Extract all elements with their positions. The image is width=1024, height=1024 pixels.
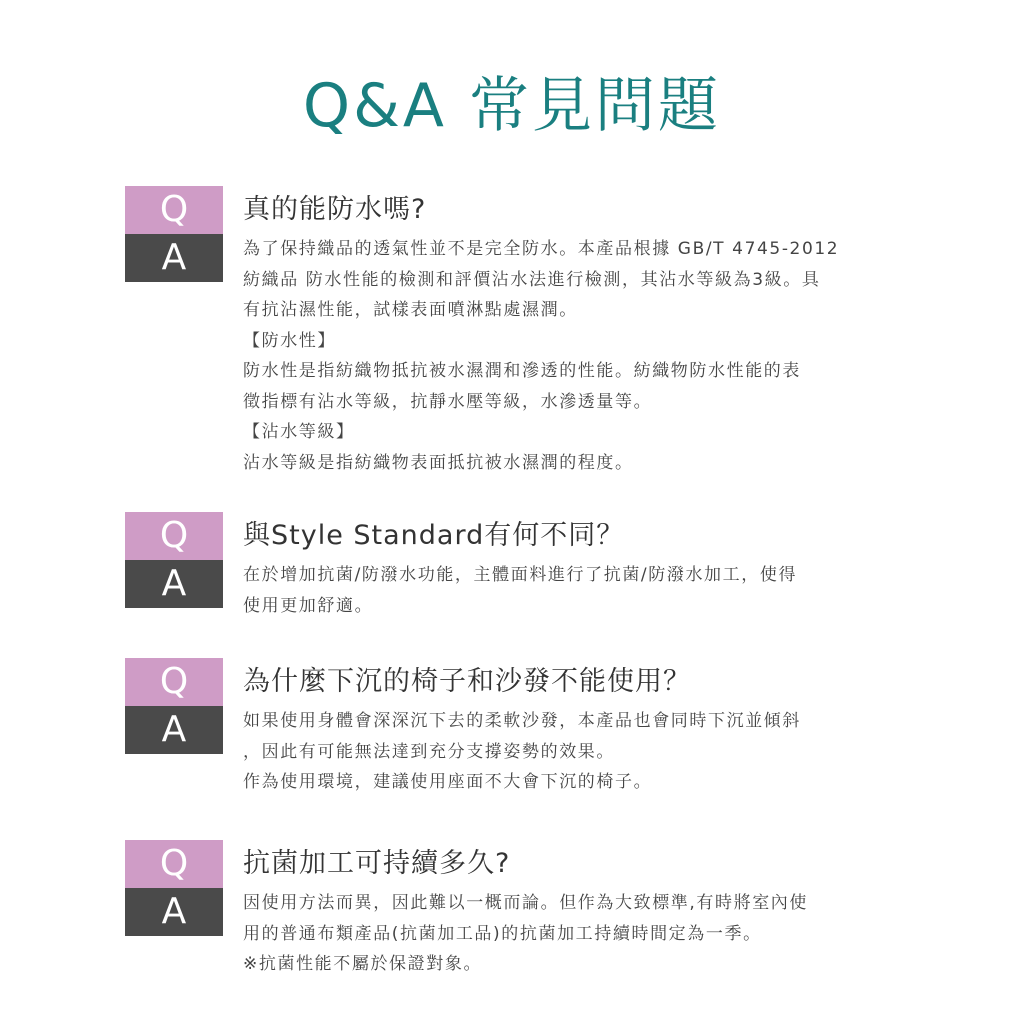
answer-text bbox=[243, 234, 923, 478]
question-text: 抗菌加工可持續多久? bbox=[243, 848, 511, 879]
answer-badge: A bbox=[125, 888, 223, 936]
answer-line: ，因此有可能無法達到充分支撐姿勢的效果。 bbox=[243, 741, 615, 762]
answer-badge: A bbox=[125, 560, 223, 608]
question-text: 與Style Standard有何不同？ bbox=[243, 520, 625, 551]
answer-line: 在於增加抗菌/防潑水功能，主體面料進行了抗菌/防潑水加工，使得 bbox=[243, 565, 798, 585]
question-text: 為什麼下沉的椅子和沙發不能使用？ bbox=[243, 666, 691, 697]
question-badge: Q bbox=[125, 512, 223, 560]
question-text: 真的能防水嗎? bbox=[243, 194, 427, 225]
answer-line: ※抗菌性能不屬於保證對象。 bbox=[243, 954, 483, 974]
answer-line: 紡織品 防水性能的檢測和評價沾水法進行檢測，其沾水等級為3級。具 bbox=[243, 269, 821, 290]
answer-badge: A bbox=[125, 706, 223, 754]
answer-line: 徵指標有沾水等級，抗靜水壓等級，水滲透量等。 bbox=[243, 391, 653, 412]
answer-line: 為了保持織品的透氣性並不是完全防水。本產品根據 GB/T 4745-2012 bbox=[243, 239, 840, 259]
answer-line: 如果使用身體會深深沉下去的柔軟沙發，本產品也會同時下沉並傾斜 bbox=[243, 711, 801, 731]
question-badge: Q bbox=[125, 186, 223, 234]
answer-text bbox=[243, 888, 923, 980]
answer-line: 因使用方法而異，因此難以一概而論。但作為大致標準,有時將室內使 bbox=[243, 893, 809, 913]
question-badge: Q bbox=[125, 840, 223, 888]
answer-line: 作為使用環境，建議使用座面不大會下沉的椅子。 bbox=[243, 772, 653, 792]
answer-line: 防水性是指紡織物抵抗被水濕潤和滲透的性能。紡織物防水性能的表 bbox=[243, 361, 801, 381]
answer-text bbox=[243, 706, 923, 798]
question-badge: Q bbox=[125, 658, 223, 706]
answer-line: 使用更加舒適。 bbox=[243, 595, 374, 616]
answer-line: 【防水性】 bbox=[243, 330, 336, 351]
answer-text bbox=[243, 560, 923, 621]
answer-badge: A bbox=[125, 234, 223, 282]
answer-line: 沾水等級是指紡織物表面抵抗被水濕潤的程度。 bbox=[243, 452, 634, 473]
answer-line: 【沾水等級】 bbox=[243, 422, 355, 442]
answer-line: 用的普通布類產品(抗菌加工品)的抗菌加工持續時間定為一季。 bbox=[243, 923, 762, 944]
answer-line: 有抗沾濕性能，試樣表面噴淋點處濕潤。 bbox=[243, 300, 578, 320]
page-title: Q&A 常見問題 bbox=[302, 71, 722, 141]
